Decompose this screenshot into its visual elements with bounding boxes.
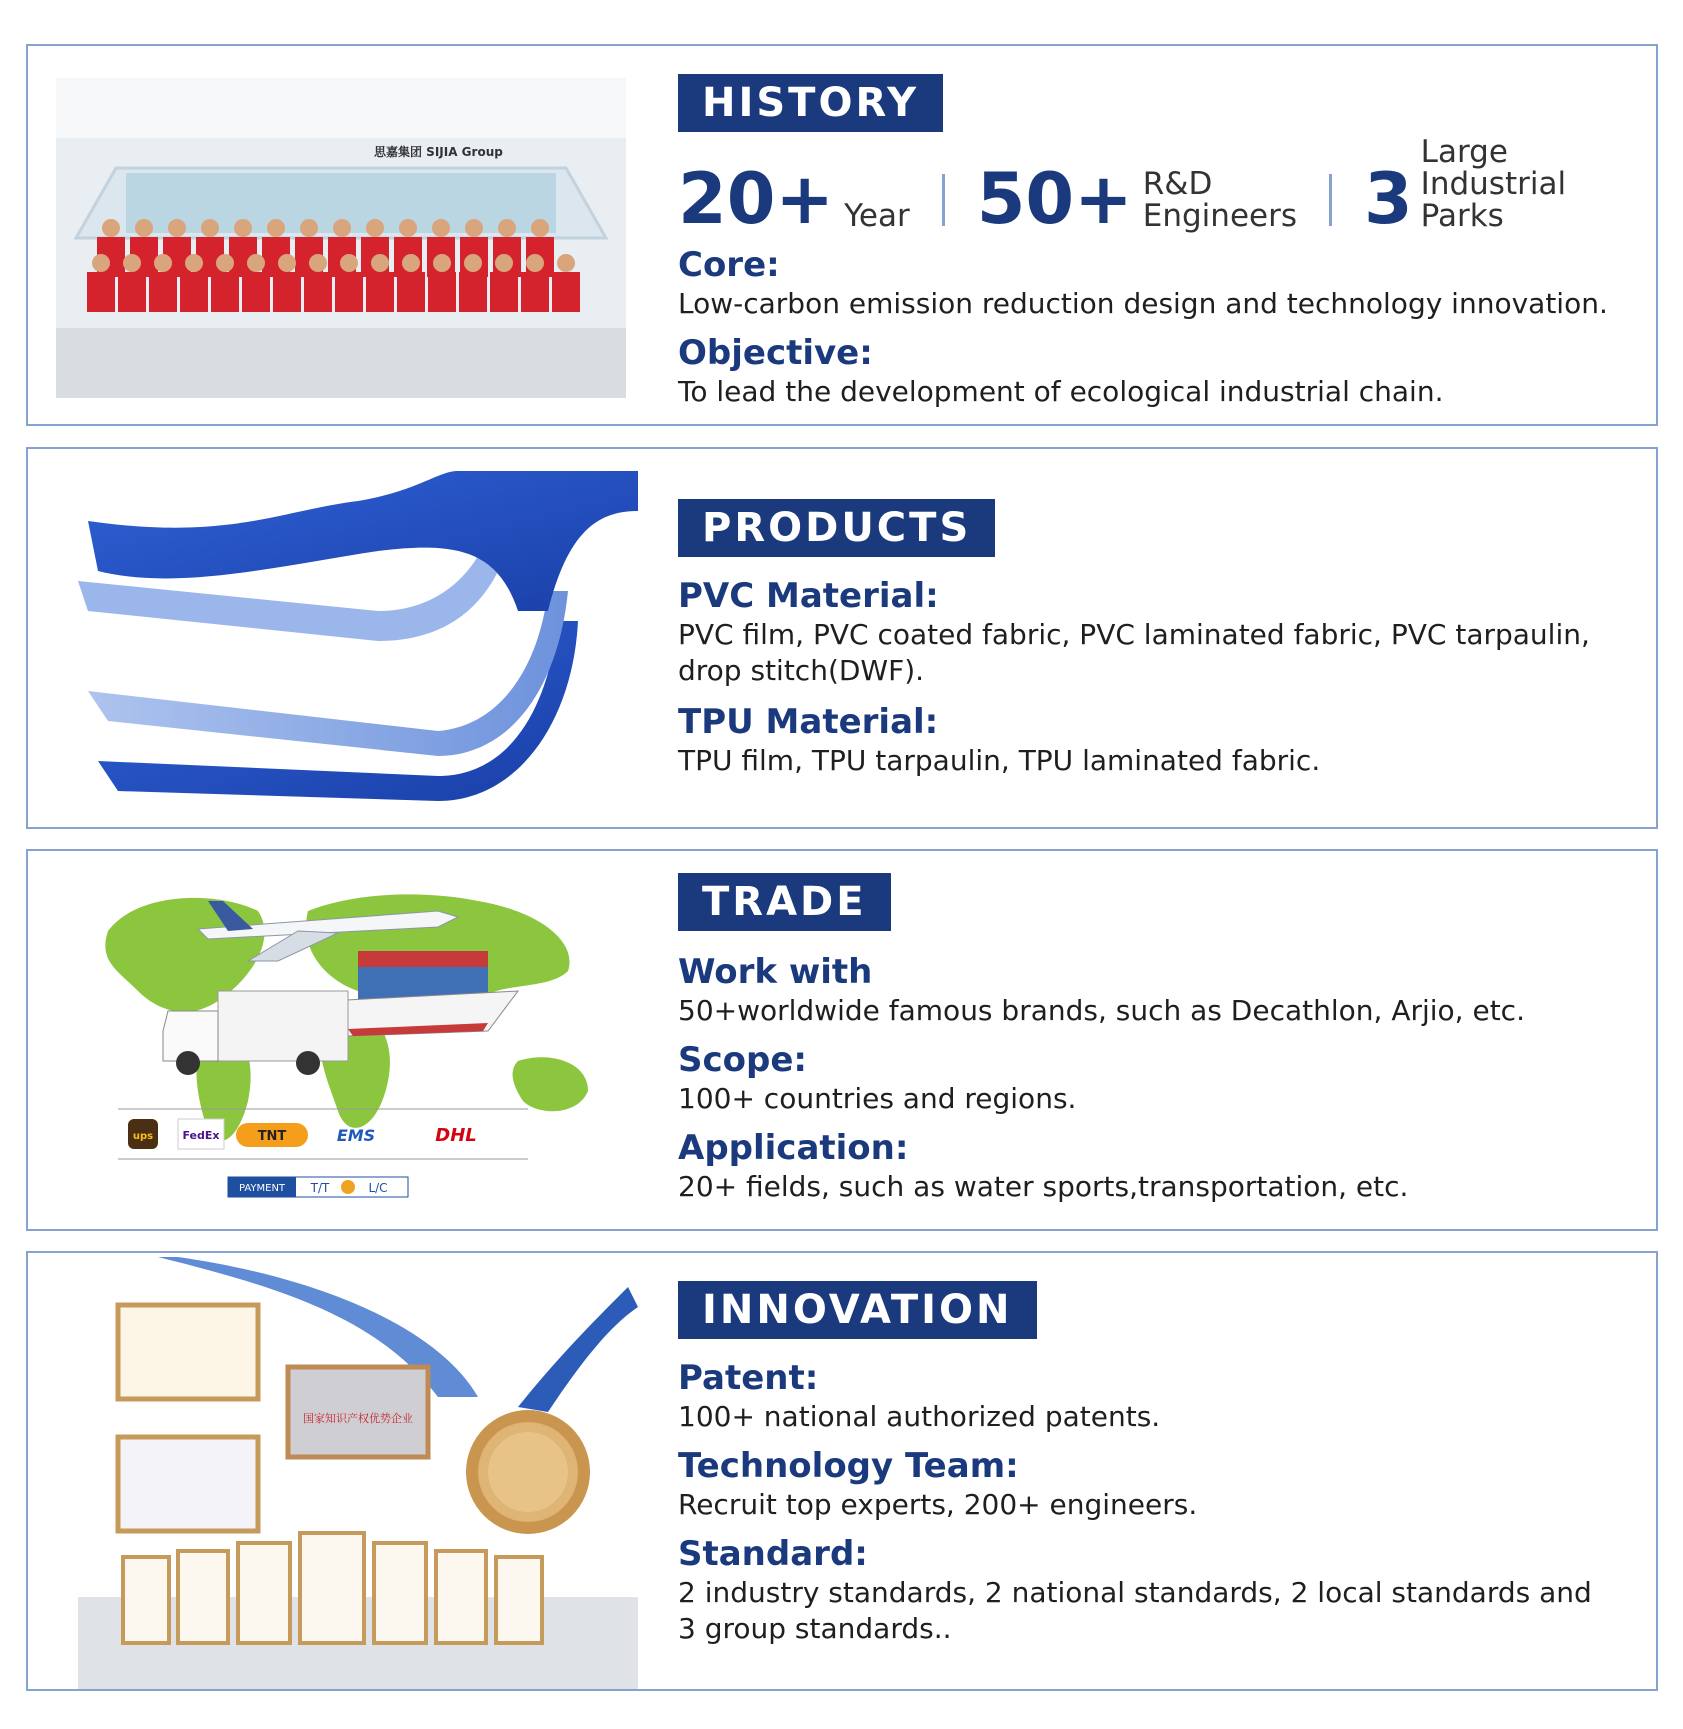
technology-team-heading: Technology Team: bbox=[678, 1446, 1019, 1486]
ups-logo: ups bbox=[132, 1131, 154, 1142]
team-member-head bbox=[495, 254, 513, 272]
work-with-heading: Work with bbox=[678, 952, 873, 992]
payment-label: PAYMENT bbox=[238, 1183, 286, 1194]
standard-heading: Standard: bbox=[678, 1534, 868, 1574]
patent-text: 100+ national authorized patents. bbox=[678, 1400, 1161, 1433]
material-layers-illustration bbox=[78, 471, 638, 811]
patent-heading: Patent: bbox=[678, 1358, 819, 1398]
stat-engineers-value: 50+ bbox=[976, 158, 1133, 240]
carrier-logos bbox=[128, 1119, 477, 1149]
payment-tt: T/T bbox=[310, 1181, 330, 1195]
team-member-jacket bbox=[273, 272, 301, 312]
team-member-head bbox=[216, 254, 234, 272]
stat-parks-unit bbox=[1421, 136, 1656, 232]
stat-divider bbox=[1329, 174, 1332, 226]
team-member-jacket bbox=[490, 272, 518, 312]
tnt-logo: TNT bbox=[257, 1129, 287, 1144]
stat-engineers-unit-line2: Engineers bbox=[1142, 198, 1297, 234]
team-member-head bbox=[498, 219, 516, 237]
team-member-jacket bbox=[304, 272, 332, 312]
certificate-frame bbox=[118, 1305, 258, 1399]
objective-text: To lead the development of ecological industrial chain. bbox=[678, 375, 1444, 408]
team-member-head bbox=[123, 254, 141, 272]
stat-engineers-unit-line1: R&D bbox=[1142, 166, 1213, 202]
team-member-head bbox=[399, 219, 417, 237]
team-member-jacket bbox=[335, 272, 363, 312]
payment-bar bbox=[228, 1177, 408, 1197]
team-member-head bbox=[333, 219, 351, 237]
dhl-logo: DHL bbox=[435, 1125, 477, 1146]
team-member-head bbox=[531, 219, 549, 237]
team-photo bbox=[56, 78, 626, 398]
certificate-frame bbox=[118, 1437, 258, 1531]
team-member-jacket bbox=[521, 272, 549, 312]
tpu-text: TPU film, TPU tarpaulin, TPU laminated fabric. bbox=[678, 744, 1321, 777]
pvc-text-line1: PVC film, PVC coated fabric, PVC laminated fabric, PVC tarpaulin, bbox=[678, 618, 1590, 651]
stat-years-unit: Year bbox=[844, 198, 910, 234]
application-text: 20+ fields, such as water sports,transportation, etc. bbox=[678, 1170, 1409, 1203]
history-panel bbox=[26, 44, 1658, 426]
team-member-head bbox=[102, 219, 120, 237]
products-badge: PRODUCTS bbox=[678, 499, 995, 557]
payment-lc: L/C bbox=[368, 1181, 388, 1195]
team-member-head bbox=[309, 254, 327, 272]
stat-divider bbox=[942, 174, 945, 226]
team-member-head bbox=[267, 219, 285, 237]
stat-parks-unit-line2: Industrial Parks bbox=[1420, 166, 1567, 234]
team-member-jacket bbox=[87, 272, 115, 312]
team-member-jacket bbox=[459, 272, 487, 312]
team-member-head bbox=[366, 219, 384, 237]
team-member-head bbox=[557, 254, 575, 272]
team-member-jacket bbox=[118, 272, 146, 312]
stat-engineers-unit bbox=[1143, 168, 1297, 232]
fedex-logo: FedEx bbox=[182, 1129, 220, 1142]
gold-medal-icon bbox=[466, 1410, 590, 1534]
team-member-jacket bbox=[552, 272, 580, 312]
application-heading: Application: bbox=[678, 1128, 909, 1168]
core-heading: Core: bbox=[678, 245, 780, 285]
team-member-head bbox=[526, 254, 544, 272]
tpu-heading: TPU Material: bbox=[678, 702, 939, 742]
team-member-head bbox=[135, 219, 153, 237]
team-member-head bbox=[432, 219, 450, 237]
coin-icon bbox=[341, 1180, 355, 1194]
team-member-head bbox=[464, 254, 482, 272]
plaque-text: 国家知识产权优势企业 bbox=[303, 1412, 413, 1425]
team-member-jacket bbox=[211, 272, 239, 312]
stat-parks-unit-line1: Large bbox=[1420, 134, 1508, 170]
team-member-jacket bbox=[180, 272, 208, 312]
team-member-head bbox=[371, 254, 389, 272]
ems-logo: EMS bbox=[336, 1126, 376, 1145]
patent-certificates bbox=[123, 1533, 542, 1643]
team-member-jacket bbox=[428, 272, 456, 312]
team-member-head bbox=[92, 254, 110, 272]
scope-heading: Scope: bbox=[678, 1040, 807, 1080]
team-member-jacket bbox=[366, 272, 394, 312]
team-member-head bbox=[154, 254, 172, 272]
technology-team-text: Recruit top experts, 200+ engineers. bbox=[678, 1488, 1198, 1521]
team-member-jacket bbox=[149, 272, 177, 312]
team-member-head bbox=[433, 254, 451, 272]
logistics-illustration bbox=[98, 871, 618, 1221]
team-member-jacket bbox=[242, 272, 270, 312]
team-member-head bbox=[168, 219, 186, 237]
history-badge: HISTORY bbox=[678, 74, 943, 132]
team-member-head bbox=[340, 254, 358, 272]
team-member-head bbox=[247, 254, 265, 272]
history-stats bbox=[678, 134, 1656, 240]
pvc-text-line2: drop stitch(DWF). bbox=[678, 654, 925, 687]
scope-text: 100+ countries and regions. bbox=[678, 1082, 1077, 1115]
work-with-text: 50+worldwide famous brands, such as Decathlon, Arjio, etc. bbox=[678, 994, 1525, 1027]
pvc-heading: PVC Material: bbox=[678, 576, 939, 616]
team-member-head bbox=[465, 219, 483, 237]
stat-parks-value: 3 bbox=[1363, 158, 1413, 240]
trade-badge: TRADE bbox=[678, 873, 891, 931]
team-member-head bbox=[234, 219, 252, 237]
team-member-head bbox=[278, 254, 296, 272]
products-panel bbox=[26, 447, 1658, 829]
standard-text-line2: 3 group standards.. bbox=[678, 1612, 952, 1645]
team-member-jacket bbox=[397, 272, 425, 312]
standard-text-line1: 2 industry standards, 2 national standards, 2 local standards and bbox=[678, 1576, 1592, 1609]
innovation-badge: INNOVATION bbox=[678, 1281, 1037, 1339]
team-member-head bbox=[185, 254, 203, 272]
objective-heading: Objective: bbox=[678, 333, 873, 373]
innovation-panel bbox=[26, 1251, 1658, 1691]
certificates-illustration bbox=[78, 1257, 638, 1689]
stat-years-value: 20+ bbox=[678, 158, 835, 240]
team-member-head bbox=[300, 219, 318, 237]
team-member-head bbox=[201, 219, 219, 237]
core-text: Low-carbon emission reduction design and technology innovation. bbox=[678, 287, 1608, 320]
team-member-head bbox=[402, 254, 420, 272]
photo-sign: 思嘉集团 SIJIA Group bbox=[374, 145, 503, 159]
trade-panel bbox=[26, 849, 1658, 1231]
